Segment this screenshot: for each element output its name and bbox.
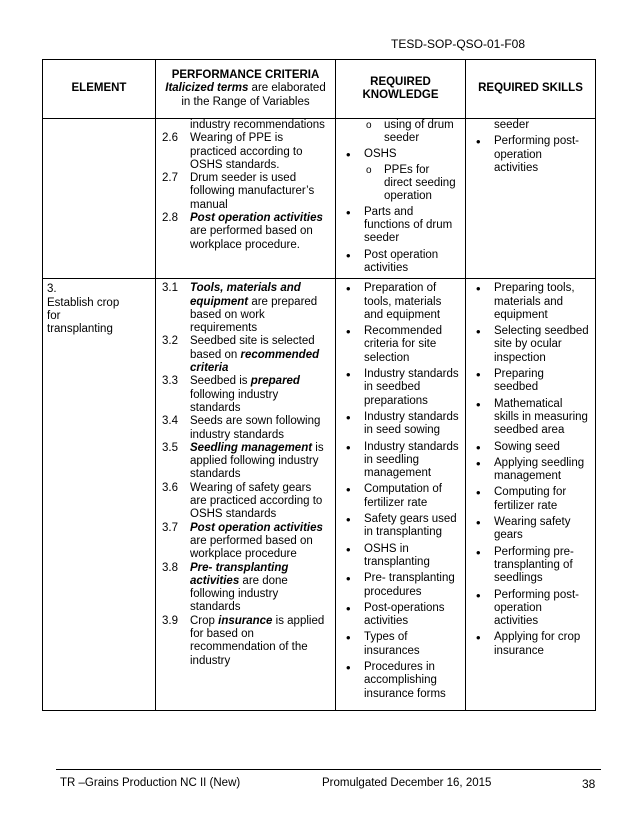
list-item: • Industry standards in seed sowing bbox=[364, 411, 459, 438]
pc-number: 3.3 bbox=[162, 375, 178, 388]
pc-text-plain: is applied following industry standards bbox=[190, 441, 324, 481]
pc-item bbox=[156, 172, 335, 212]
pc-item bbox=[156, 375, 335, 415]
list-item: o using of drum seeder bbox=[364, 119, 459, 146]
list-item: • Preparing tools, materials and equipment bbox=[494, 282, 589, 322]
list-item: • Performing pre-transplanting of seedlings bbox=[494, 546, 589, 586]
pc-number: 3.8 bbox=[162, 561, 178, 574]
knowledge-list-row1 bbox=[336, 119, 465, 275]
pc-text bbox=[190, 282, 329, 335]
list-item: • Post operation activities bbox=[364, 249, 459, 276]
knowledge-cell-row2 bbox=[336, 279, 466, 711]
pc-text bbox=[190, 522, 329, 562]
pc-title: PERFORMANCE CRITERIA bbox=[171, 69, 320, 82]
list-item: • Preparing seedbed bbox=[494, 368, 589, 395]
skills-list-row2 bbox=[466, 282, 595, 658]
pc-text-plain: are performed based on workplace procedure bbox=[190, 534, 313, 561]
pc-number: 2.7 bbox=[162, 172, 178, 185]
pc-text bbox=[190, 212, 329, 252]
skills-list-row1 bbox=[466, 119, 595, 175]
pc-text bbox=[190, 335, 329, 375]
pc-item bbox=[156, 132, 335, 172]
pc-number: 3.2 bbox=[162, 335, 178, 348]
pc-italic-term: recommended criteria bbox=[190, 348, 320, 375]
pc-item bbox=[156, 415, 335, 442]
pc-number: 3.6 bbox=[162, 481, 178, 494]
list-item: • Procedures in accomplishing insurance forms bbox=[364, 661, 459, 701]
list-item: • Parts and functions of drum seeder bbox=[364, 206, 459, 246]
header-performance-criteria bbox=[156, 60, 336, 119]
list-item: • Industry standards in seedbed preparations bbox=[364, 368, 459, 408]
pc-item bbox=[156, 562, 335, 615]
pc-subtitle-rest1: are elaborated bbox=[248, 82, 326, 95]
list-item: • Selecting seedbed site by ocular inspection bbox=[494, 325, 589, 365]
competency-table bbox=[42, 59, 596, 711]
knowledge-list-row2 bbox=[336, 282, 465, 701]
header-skills bbox=[466, 60, 596, 119]
list-item: • Mathematical skills in measuring seedbed area bbox=[494, 398, 589, 438]
table-row-continuation bbox=[43, 119, 596, 279]
list-item: • Preparation of tools, materials and equipment bbox=[364, 282, 459, 322]
pc-item bbox=[156, 615, 335, 668]
pc-text-plain: Crop bbox=[190, 614, 219, 627]
footer-date: Promulgated December 16, 2015 bbox=[322, 777, 492, 789]
pc-text-plain: Wearing of safety gears are practiced according to OSHS standards bbox=[190, 481, 323, 521]
skills-cell-row2 bbox=[466, 279, 596, 711]
pc-text-plain: Wearing of PPE is practiced according to OSHS standards. bbox=[190, 132, 303, 171]
element-cell-3 bbox=[43, 279, 156, 711]
list-item: • Applying for crop insurance bbox=[494, 631, 589, 658]
pc-text bbox=[190, 562, 329, 615]
header-knowledge bbox=[336, 60, 466, 119]
list-item: • Safety gears used in transplanting bbox=[364, 513, 459, 540]
pc-subtitle bbox=[156, 82, 335, 95]
list-item: • Types of insurances bbox=[364, 631, 459, 658]
list-item: • Industry standards in seedling management bbox=[364, 441, 459, 481]
pc-italic-term: Seedling management bbox=[190, 441, 313, 454]
pc-italic-term: prepared bbox=[250, 375, 300, 388]
pc-subtitle-italic: Italicized terms bbox=[165, 82, 249, 95]
pc-number: 2.8 bbox=[162, 212, 178, 225]
pc-text-plain: is applied for based on recommendation of the industry bbox=[190, 614, 325, 667]
pc-item bbox=[156, 335, 335, 375]
pc-item bbox=[156, 482, 335, 522]
list-item: o PPEs for direct seeding operation bbox=[364, 164, 459, 204]
pc-text bbox=[190, 482, 329, 522]
list-item: • Performing post-operation activities bbox=[494, 589, 589, 629]
table-row-element-3 bbox=[43, 279, 596, 711]
pc-italic-term: Tools, materials and equipment bbox=[190, 282, 301, 308]
pc-cell-row2 bbox=[156, 279, 336, 711]
pc-text-plain: are done following industry standards bbox=[190, 574, 288, 614]
list-item: • Recommended criteria for site selection bbox=[364, 325, 459, 365]
header-knowledge-label: REQUIRED KNOWLEDGE bbox=[362, 75, 439, 101]
footer-divider bbox=[56, 769, 601, 770]
pc-text bbox=[190, 442, 329, 482]
pc-italic-term: insurance bbox=[218, 614, 273, 627]
pc-continuation-text: industry recommendations bbox=[190, 119, 325, 131]
pc-cell-row1 bbox=[156, 119, 336, 279]
list-item: • Post-operations activities bbox=[364, 602, 459, 629]
list-item: • Applying seedling management bbox=[494, 457, 589, 484]
pc-number: 3.7 bbox=[162, 521, 178, 534]
list-item: • OSHS in transplanting bbox=[364, 543, 459, 570]
page-number: 38 bbox=[582, 777, 596, 791]
pc-number: 3.5 bbox=[162, 441, 178, 454]
pc-number: 3.1 bbox=[162, 282, 178, 295]
pc-italic-term: Post operation activities bbox=[190, 521, 323, 534]
element-text: Establish crop for transplanting bbox=[47, 296, 120, 336]
pc-text-plain: Seedbed is bbox=[190, 375, 251, 388]
pc-item bbox=[156, 442, 335, 482]
pc-text bbox=[190, 415, 329, 442]
list-item: • Computing for fertilizer rate bbox=[494, 486, 589, 513]
pc-item bbox=[156, 212, 335, 252]
list-item: • Computation of fertilizer rate bbox=[364, 483, 459, 510]
document-code: TESD-SOP-QSO-01-F08 bbox=[391, 37, 526, 51]
pc-text-plain: following industry standards bbox=[190, 388, 279, 414]
pc-text-plain: are prepared based on work requirements bbox=[190, 295, 318, 335]
element-cell-empty bbox=[43, 119, 156, 279]
pc-number: 3.4 bbox=[162, 415, 178, 428]
pc-text bbox=[190, 615, 329, 668]
pc-subtitle-line2: in the Range of Variables bbox=[181, 95, 310, 108]
pc-text bbox=[190, 375, 329, 415]
pc-item bbox=[156, 282, 335, 335]
footer-title: TR –Grains Production NC II (New) bbox=[60, 777, 241, 789]
pc-text bbox=[190, 172, 329, 212]
pc-list-row2 bbox=[156, 282, 335, 668]
pc-text-plain: Drum seeder is used following manufacturer’s manual bbox=[190, 172, 315, 211]
pc-italic-term: Post operation activities bbox=[190, 212, 323, 225]
pc-list-row1 bbox=[156, 132, 335, 252]
list-item: • Performing post-operation activities bbox=[494, 135, 589, 175]
list-item: • OSHS bbox=[364, 148, 459, 161]
pc-number: 2.6 bbox=[162, 132, 178, 145]
list-item: • Wearing safety gears bbox=[494, 516, 589, 543]
pc-italic-term: Pre- transplanting activities bbox=[190, 561, 289, 587]
pc-item bbox=[156, 522, 335, 562]
list-item: • Sowing seed bbox=[494, 441, 589, 454]
knowledge-cell-row1 bbox=[336, 119, 466, 279]
list-item: • Pre- transplanting procedures bbox=[364, 572, 459, 599]
pc-text-plain: Seeds are sown following industry standards bbox=[190, 415, 321, 441]
pc-number: 3.9 bbox=[162, 614, 178, 627]
header-skills-label: REQUIRED SKILLS bbox=[478, 82, 583, 95]
pc-text-plain: are performed based on workplace procedure. bbox=[190, 225, 313, 251]
list-item: seeder bbox=[494, 119, 530, 131]
table-header-row bbox=[43, 60, 596, 119]
pc-text bbox=[190, 132, 329, 172]
header-element: ELEMENT bbox=[43, 60, 156, 119]
skills-cell-row1 bbox=[466, 119, 596, 279]
pc-text-plain: Seedbed site is selected based on bbox=[190, 335, 315, 361]
element-number: 3. bbox=[47, 283, 57, 296]
